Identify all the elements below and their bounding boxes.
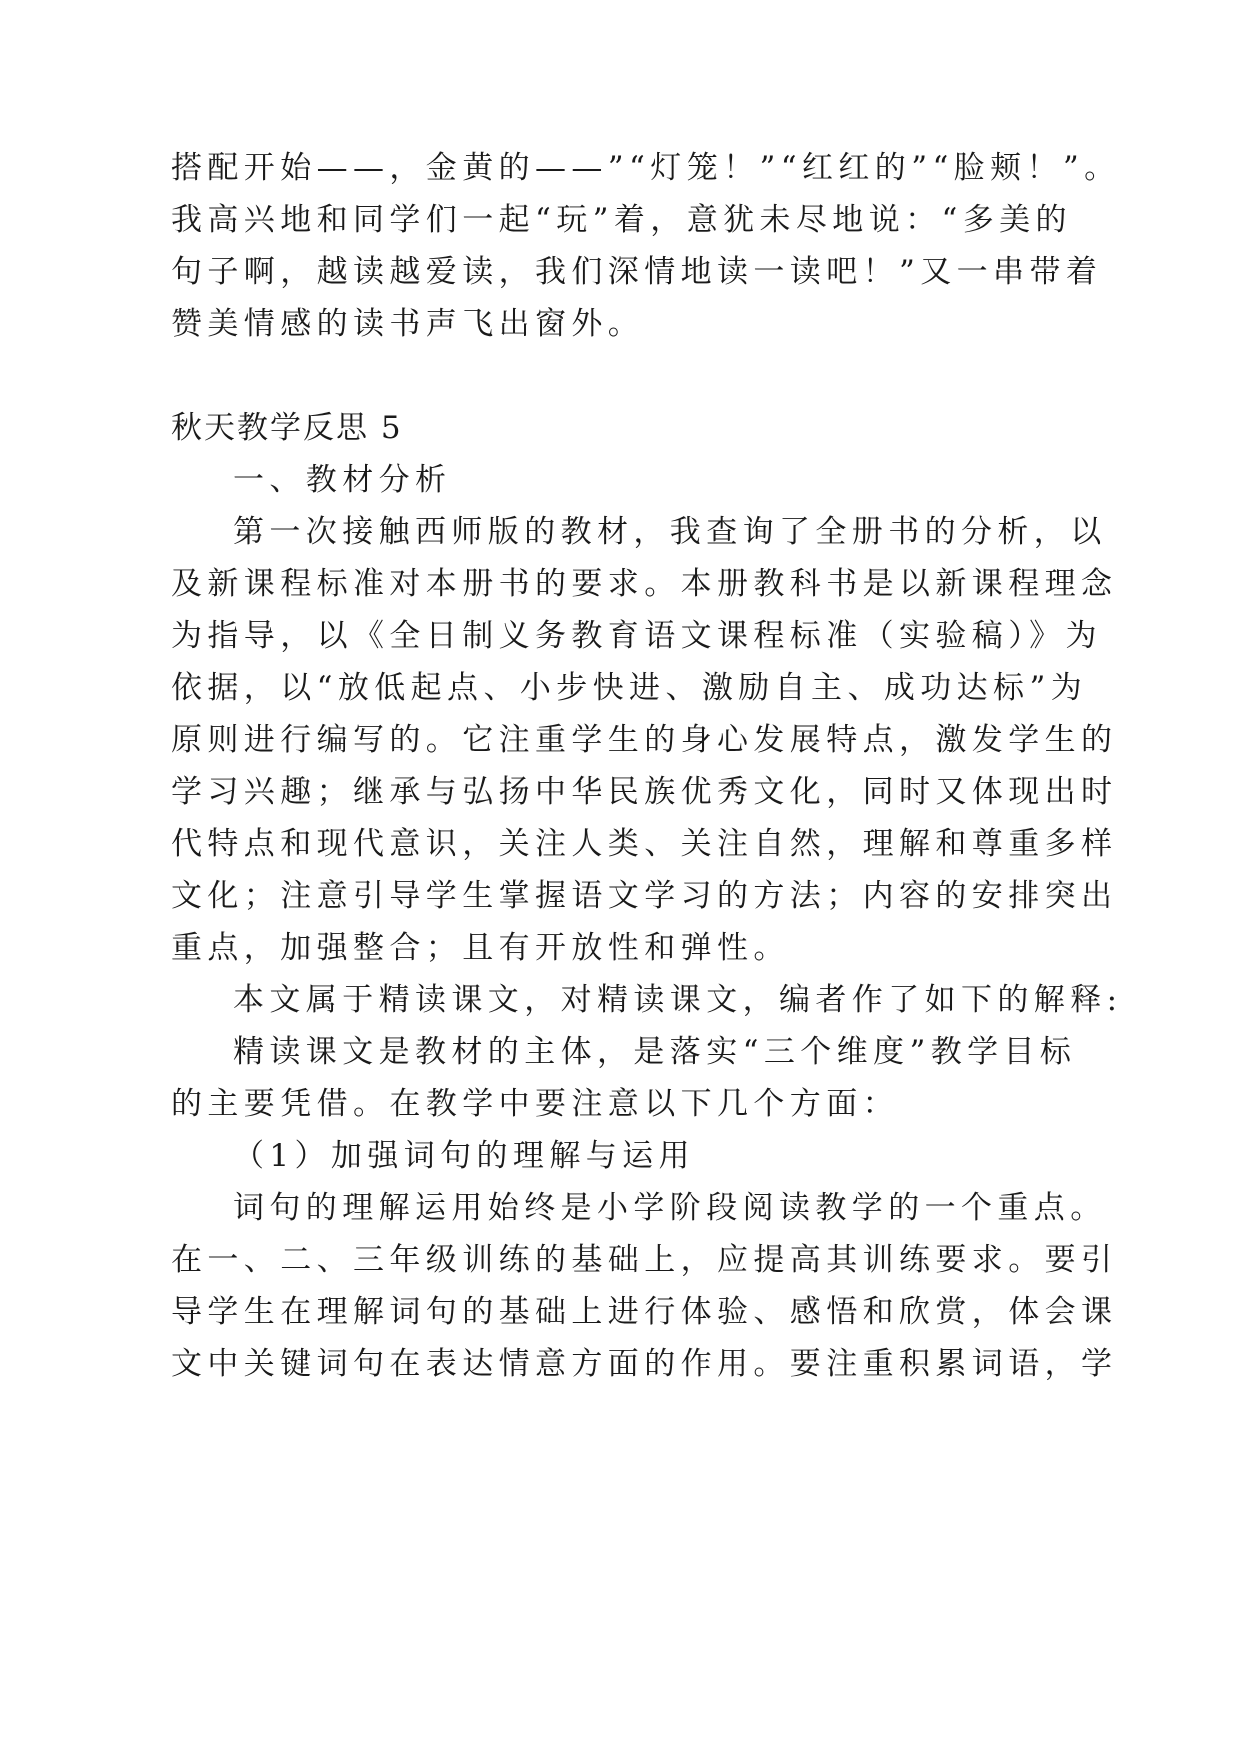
body-line-2: 我高兴地和同学们一起“玩”着，意犹未尽地说：“多美的 xyxy=(171,202,1072,238)
body-line-16: 本文属于精读课文，对精读课文，编者作了如下的解释: xyxy=(233,982,1123,1018)
body-line-12: 学习兴趣；继承与弘扬中华民族优秀文化，同时又体现出时 xyxy=(171,774,1118,810)
body-line-11: 原则进行编写的。它注重学生的身心发展特点，激发学生的 xyxy=(171,722,1118,758)
body-line-9: 为指导，以《全日制义务教育语文课程标准（实验稿）》为 xyxy=(171,618,1102,654)
body-line-7: 第一次接触西师版的教材，我查询了全册书的分析，以 xyxy=(233,514,1107,550)
body-line-3: 句子啊，越读越爱读，我们深情地读一读吧！”又一串带着 xyxy=(171,254,1103,290)
subheading-item-1: （1）加强词句的理解与运用 xyxy=(233,1138,695,1174)
body-line-18: 的主要凭借。在教学中要注意以下几个方面： xyxy=(171,1086,899,1122)
body-line-8: 及新课程标准对本册书的要求。本册教科书是以新课程理念 xyxy=(171,566,1118,602)
body-line-21: 在一、二、三年级训练的基础上，应提高其训练要求。要引 xyxy=(171,1242,1118,1278)
body-line-14: 文化；注意引导学生掌握语文学习的方法；内容的安排突出 xyxy=(171,878,1118,914)
body-line-17: 精读课文是教材的主体，是落实“三个维度”教学目标 xyxy=(233,1034,1077,1070)
body-line-22: 导学生在理解词句的基础上进行体验、感悟和欣赏，体会课 xyxy=(171,1294,1118,1330)
section-title: 秋天教学反思 5 xyxy=(171,410,403,446)
body-line-20: 词句的理解运用始终是小学阶段阅读教学的一个重点。 xyxy=(233,1190,1107,1226)
body-line-10: 依据，以“放低起点、小步快进、激励自主、成功达标”为 xyxy=(171,670,1088,706)
subheading-textbook-analysis: 一、教材分析 xyxy=(233,462,452,498)
body-line-15: 重点，加强整合；且有开放性和弹性。 xyxy=(171,930,790,966)
body-line-13: 代特点和现代意识，关注人类、关注自然，理解和尊重多样 xyxy=(171,826,1118,862)
body-line-23: 文中关键词句在表达情意方面的作用。要注重积累词语，学 xyxy=(171,1346,1118,1382)
body-line-4: 赞美情感的读书声飞出窗外。 xyxy=(171,306,645,342)
body-line-1: 搭配开始——，金黄的——”“灯笼！”“红红的”“脸颊！”。 xyxy=(171,150,1121,186)
